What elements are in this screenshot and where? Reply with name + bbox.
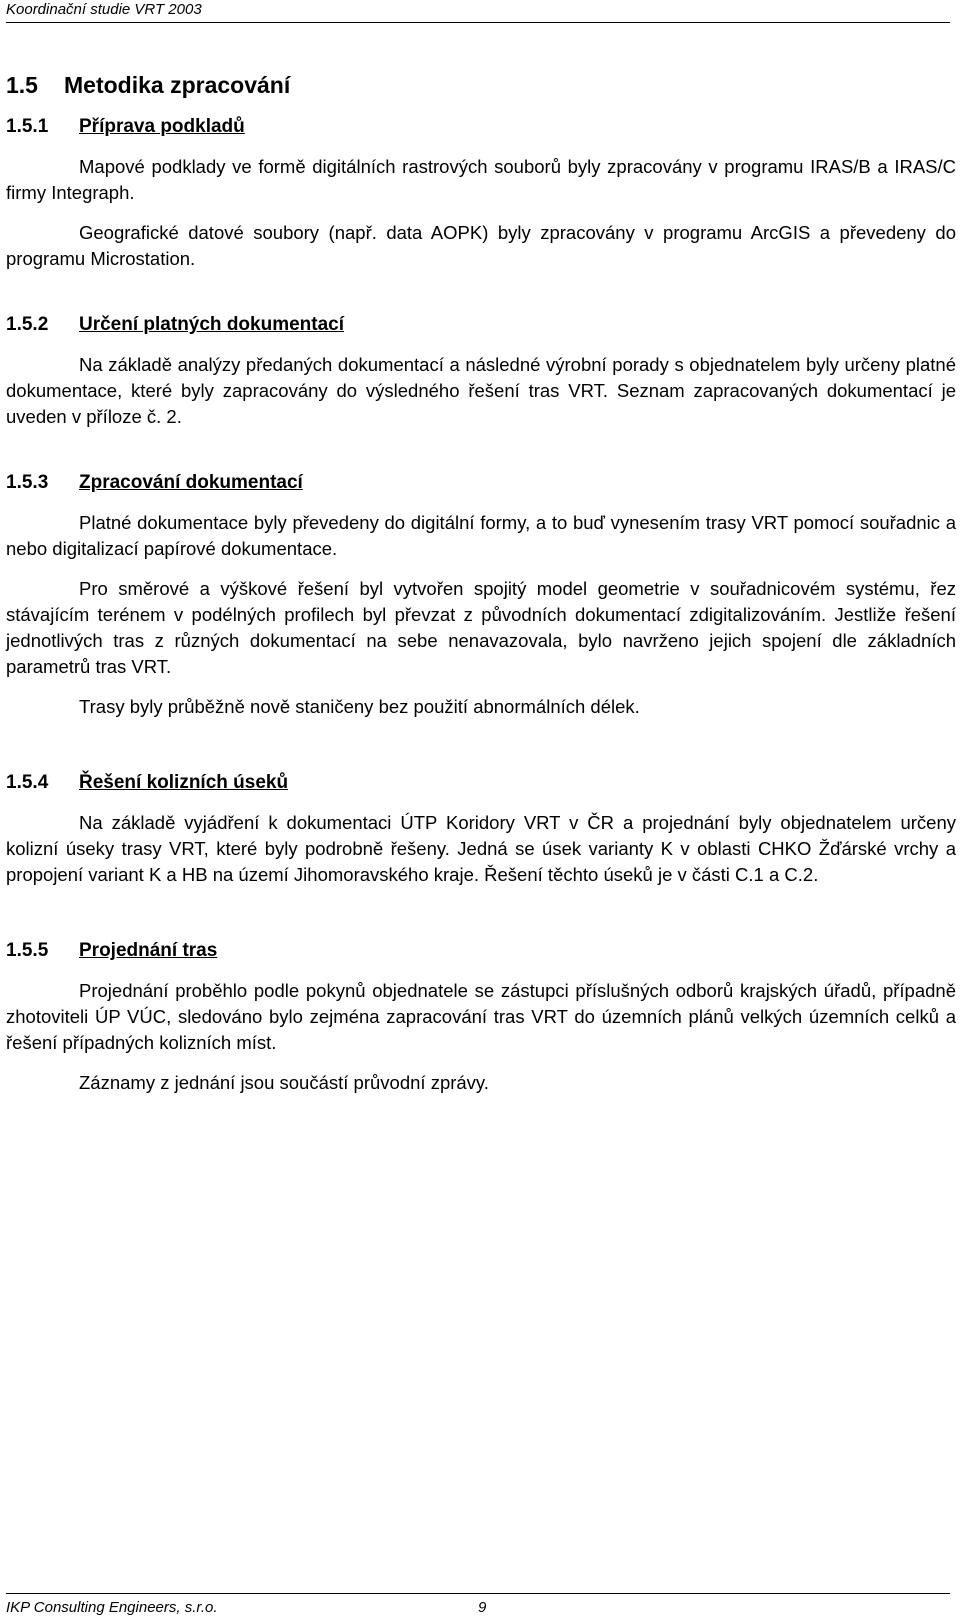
subsection-title: Příprava podkladů [79, 116, 245, 137]
paragraph: Platné dokumentace byly převedeny do digitální formy, a to buď vynesením trasy VRT pomocí souřadnic a nebo digitalizací papírové dokumentace. [6, 512, 956, 559]
paragraph: Projednání proběhlo podle pokynů objednatele se zástupci příslušných odborů krajských úřadů, případně zhotoviteli ÚP VÚC, sledováno bylo zejména zapracování tras VRT do územních plánů velkých územních celků a řešení případných kolizních míst. [6, 980, 956, 1053]
subsection-number: 1.5.1 [6, 116, 49, 137]
page-number: 9 [478, 1599, 487, 1616]
subsection-title: Zpracování dokumentací [79, 472, 303, 493]
subsection-heading-1-5-4 [6, 770, 956, 796]
paragraph: Na základě analýzy předaných dokumentací a následné výrobní porady s objednatelem byly určeny platné dokumentace, které byly zapracovány do výsledného řešení tras VRT. Seznam zapracovaných dokumentací je uveden v příloze č. 2. [6, 354, 956, 427]
page-header [6, 0, 950, 23]
section-title: Metodika zpracování [64, 72, 291, 98]
subsection-title: Projednání tras [79, 940, 218, 961]
subsection-number: 1.5.4 [6, 772, 49, 793]
subsection-number: 1.5.5 [6, 940, 49, 961]
section-number: 1.5 [6, 72, 38, 98]
subsection-heading-1-5-1 [6, 114, 956, 140]
subsection-title: Řešení kolizních úseků [79, 772, 289, 793]
document-title: Koordinační studie VRT 2003 [6, 1, 202, 18]
paragraph: Trasy byly průběžně nově staničeny bez použití abnormálních délek. [79, 696, 640, 717]
subsection-number: 1.5.3 [6, 472, 49, 493]
paragraph: Mapové podklady ve formě digitálních rastrových souborů byly zpracovány v programu IRAS/B a IRAS/C firmy Integraph. [6, 156, 956, 203]
company-name: IKP Consulting Engineers, s.r.o. [6, 1599, 218, 1616]
subsection-heading-1-5-3 [6, 470, 956, 496]
subsection-title: Určení platných dokumentací [79, 314, 345, 335]
paragraph: Pro směrové a výškové řešení byl vytvořen spojitý model geometrie v souřadnicovém systému, řez stávajícím terénem v podélných profilech byl převzat z původních dokumentací zdigitalizováním. Jestliže řešení jednotlivých tras z různých dokumentací na sebe nenavazovala, bylo navrženo jejich spojení dle základních parametrů tras VRT. [6, 578, 956, 677]
subsection-number: 1.5.2 [6, 314, 49, 335]
document-body [6, 70, 956, 1110]
paragraph: Záznamy z jednání jsou součástí průvodní zprávy. [79, 1072, 489, 1093]
paragraph: Na základě vyjádření k dokumentaci ÚTP Koridory VRT v ČR a projednání byly objednatelem určeny kolizní úseky trasy VRT, které byly podrobně řešeny. Jedná se úsek varianty K v oblasti CHKO Žďárské vrchy a propojení variant K a HB na území Jihomoravského kraje. Řešení těchto úseků je v části C.1 a C.2. [6, 812, 956, 885]
subsection-heading-1-5-5 [6, 938, 956, 964]
page-footer [6, 1593, 950, 1618]
paragraph: Geografické datové soubory (např. data AOPK) byly zpracovány v programu ArcGIS a převedeny do programu Microstation. [6, 222, 956, 269]
subsection-heading-1-5-2 [6, 312, 956, 338]
section-heading [6, 70, 956, 100]
